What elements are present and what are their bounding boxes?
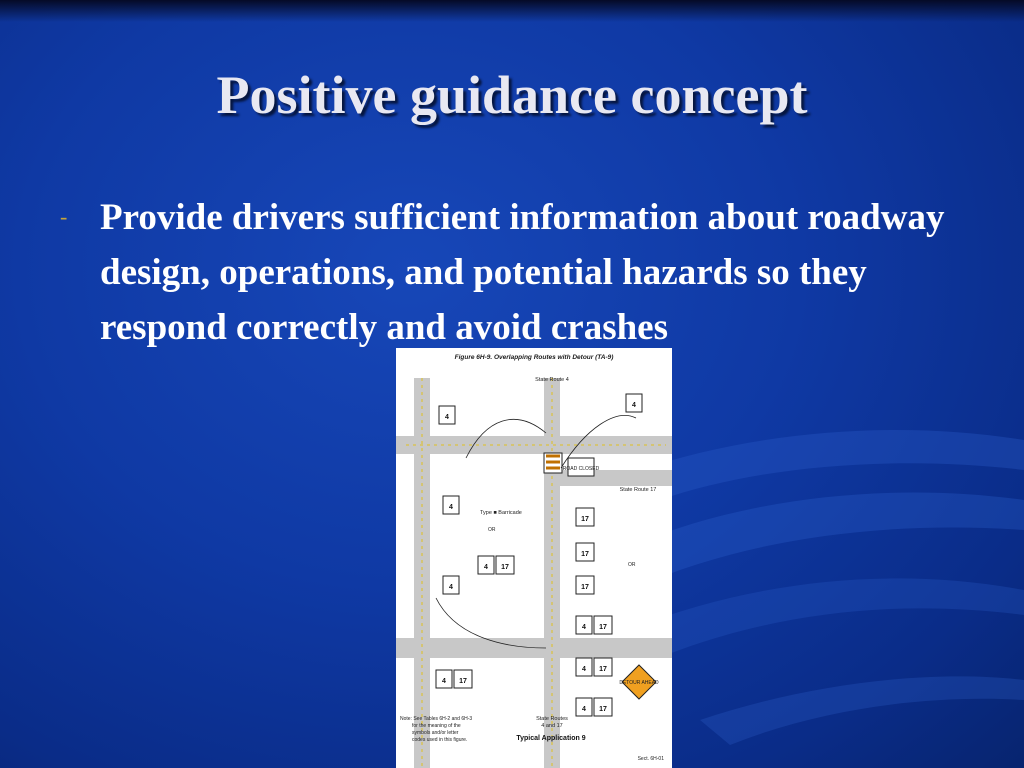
svg-text:4: 4 <box>582 624 586 631</box>
svg-text:17: 17 <box>581 584 589 591</box>
svg-text:4: 4 <box>442 678 446 685</box>
svg-text:4: 4 <box>449 584 453 591</box>
detour-diagram <box>396 348 672 768</box>
note-line-2: for the meaning of the <box>412 723 461 729</box>
svg-text:4: 4 <box>484 564 488 571</box>
svg-text:4: 4 <box>449 504 453 511</box>
barricade-label: Type ■ Barricade <box>480 510 522 516</box>
svg-text:17: 17 <box>599 666 607 673</box>
application-label: Typical Application 9 <box>516 735 586 742</box>
slide-title: Positive guidance concept <box>216 65 808 125</box>
figure-caption: Figure 6H-9. Overlapping Routes with Detour (TA-9) <box>454 354 614 361</box>
note-line-3: symbols and/or letter <box>412 730 459 736</box>
note-line-4: codes used in this figure. <box>412 737 468 743</box>
route-4-shield-lower-left <box>443 576 459 594</box>
svg-text:4: 4 <box>632 402 636 409</box>
route-4-17-shield-pair-1 <box>576 616 612 634</box>
bottom-route-label-1: State Routes <box>536 716 568 722</box>
svg-text:17: 17 <box>581 516 589 523</box>
bullet-text: Provide drivers sufficient information about roadway design, operations, and potential hazards so they respond correctly and avoid crashes <box>100 197 945 348</box>
svg-text:4: 4 <box>582 706 586 713</box>
route-17-shield-3 <box>576 576 594 594</box>
route-4-17-shield-pair-2 <box>576 658 612 676</box>
right-route-label: State Route 17 <box>619 487 657 493</box>
route-4-shield-top-right <box>626 394 642 412</box>
note-line-1: Note: See Tables 6H-2 and 6H-3 <box>400 716 473 722</box>
bullet-marker: - <box>60 204 68 229</box>
route-4-shield-top-left <box>439 406 455 424</box>
horizontal-road-route17 <box>546 470 672 486</box>
svg-text:DETOUR AHEAD: DETOUR AHEAD <box>619 680 659 686</box>
svg-text:17: 17 <box>599 624 607 631</box>
svg-text:17: 17 <box>581 551 589 558</box>
detour-ahead-sign <box>619 665 659 699</box>
svg-text:4: 4 <box>445 414 449 421</box>
route-17-shield-1 <box>576 508 594 526</box>
detour-sign-cluster-bottom-left <box>436 670 472 688</box>
svg-text:17: 17 <box>501 564 509 571</box>
bottom-route-label-2: 4 and 17 <box>541 723 563 729</box>
or-label-left: OR <box>488 527 496 533</box>
top-route-label: State Route 4 <box>535 377 569 383</box>
traffic-control-figure <box>396 348 672 768</box>
route-4-shield-mid-left <box>443 496 459 514</box>
or-label-right: OR <box>628 562 636 568</box>
svg-text:4: 4 <box>582 666 586 673</box>
svg-text:17: 17 <box>599 706 607 713</box>
svg-text:17: 17 <box>459 678 467 685</box>
sect-code: Sect. 6H-01 <box>637 756 664 762</box>
route-17-shield-2 <box>576 543 594 561</box>
route-4-17-shield-pair-3 <box>576 698 612 716</box>
detour-sign-cluster-center <box>478 556 514 574</box>
road-closed-text: ROAD CLOSED <box>562 466 600 472</box>
